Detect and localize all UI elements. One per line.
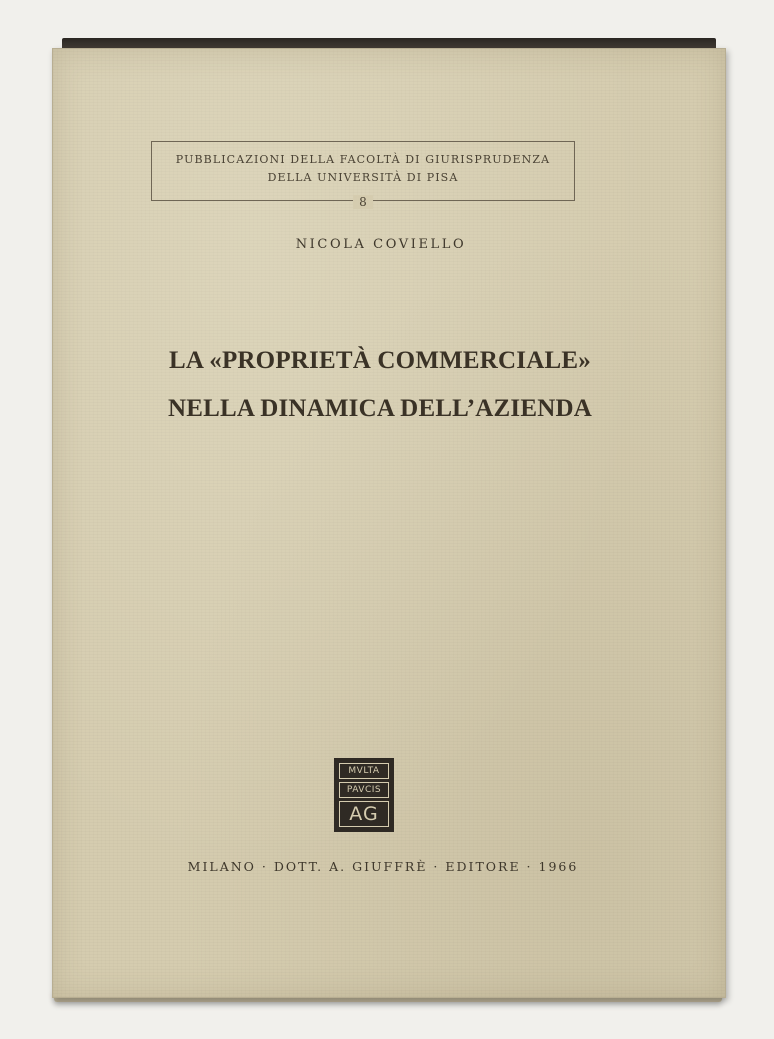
series-box	[151, 141, 575, 201]
author-name: NICOLA COVIELLO	[295, 237, 467, 252]
book-title-line-1: LA «PROPRIETÀ COMMERCIALE»	[169, 347, 591, 374]
series-number-row	[151, 195, 575, 211]
book-title-line-2: NELLA DINAMICA DELL’AZIENDA	[167, 395, 592, 422]
logo-line-3: AG	[339, 801, 389, 827]
series-line-2: DELLA UNIVERSITÀ DI PISA	[267, 171, 459, 184]
logo-line-1: MVLTA	[339, 763, 389, 779]
logo-line-2: PAVCIS	[339, 782, 389, 798]
publisher-logo	[334, 758, 394, 832]
series-number: 8	[359, 195, 367, 209]
book-cover	[52, 48, 726, 998]
series-line-1: PUBBLICAZIONI DELLA FACOLTÀ DI GIURISPRUDENZA	[175, 153, 551, 166]
publisher-imprint: MILANO · DOTT. A. GIUFFRÈ · EDITORE · 1966	[187, 859, 579, 874]
